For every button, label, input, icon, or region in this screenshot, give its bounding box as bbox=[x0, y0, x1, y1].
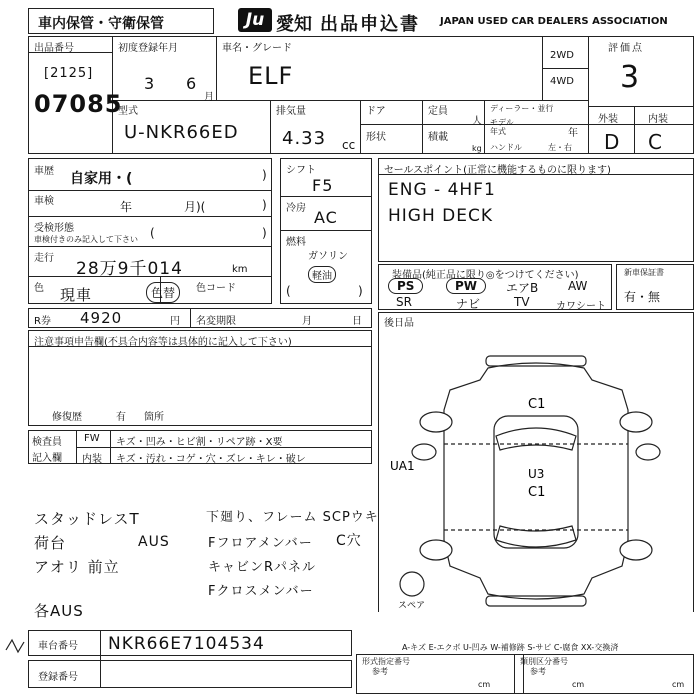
drive-2wd: 2WD bbox=[550, 50, 574, 61]
front-right-wheel bbox=[620, 412, 652, 432]
note-gate: アオリ 前立 bbox=[34, 558, 120, 576]
equipment-label: 装備品(純正品に限り◎をつけてください) bbox=[392, 270, 579, 281]
rear-bumper bbox=[486, 596, 586, 606]
inspector-row1: キズ・凹み・ヒビ割・リペア跡・X要 bbox=[116, 437, 283, 448]
capacity-label: 定員 bbox=[428, 106, 448, 117]
registration-month-unit: 月 bbox=[204, 92, 214, 103]
rear-window bbox=[496, 526, 576, 547]
car-name-value: ELF bbox=[248, 62, 294, 90]
note-aus: AUS bbox=[138, 534, 170, 550]
mileage-unit: km bbox=[232, 264, 248, 275]
exterior-label: 外装 bbox=[598, 114, 618, 125]
exterior-value: D bbox=[604, 130, 621, 154]
car-name-label: 車名・グレード bbox=[222, 43, 292, 54]
displacement-value: 4.33 bbox=[282, 128, 327, 149]
plate-label: 登録番号 bbox=[38, 672, 78, 683]
rear-right-wheel bbox=[620, 540, 652, 560]
association-name: JAPAN USED CAR DEALERS ASSOCIATION bbox=[440, 16, 668, 27]
receipt-close: ) bbox=[262, 226, 267, 240]
spare-tire-icon bbox=[400, 572, 424, 596]
note-studless: スタッドレスT bbox=[34, 510, 140, 528]
document-title: 出品申込書 bbox=[320, 14, 420, 35]
displacement-unit: cc bbox=[342, 138, 356, 152]
model-year-label: モデル年式 bbox=[490, 118, 514, 136]
inspector-row1-head: FW bbox=[84, 433, 100, 444]
equip-pw: PW bbox=[446, 278, 486, 294]
color-label: 色 bbox=[34, 283, 44, 294]
lot-number-label: 出品番号 bbox=[34, 43, 74, 54]
note-underbody: 下廻り、フレーム SCPウキ bbox=[206, 510, 379, 525]
inspector-label-2: 記入欄 bbox=[32, 453, 62, 464]
first-registration-label: 初度登録年月 bbox=[118, 43, 178, 54]
handle-options: 左・右 bbox=[548, 143, 572, 152]
shape-label: 形状 bbox=[366, 132, 386, 143]
equip-tv: TV bbox=[514, 295, 530, 309]
chassis-value: NKR66E7104534 bbox=[108, 634, 265, 654]
handle-label: ハンドル bbox=[490, 143, 522, 152]
logo-text: Ju bbox=[245, 10, 265, 30]
note-each-aus: 各AUS bbox=[34, 602, 84, 620]
shift-value: F5 bbox=[312, 176, 334, 195]
load-label: 積載 bbox=[428, 132, 448, 143]
equip-ps: PS bbox=[388, 278, 423, 294]
displacement-label: 排気量 bbox=[276, 106, 306, 117]
inspection-month: 月)( bbox=[184, 200, 206, 214]
mileage-value: 28万9千014 bbox=[76, 259, 183, 279]
history-label: 車歴 bbox=[34, 166, 54, 177]
receipt-label: 受検形態 bbox=[34, 223, 74, 234]
load-unit: kg bbox=[472, 144, 482, 153]
notes-label: 注意事項申告欄(不具合内容等は具体的に記入して下さい) bbox=[34, 337, 292, 348]
org-name: 愛知 bbox=[276, 14, 312, 35]
lot-number: 07085 bbox=[34, 90, 123, 118]
color-value: 現車 bbox=[60, 286, 93, 304]
warranty-label: 新車保証書 bbox=[624, 268, 664, 277]
note-c-hole: C穴 bbox=[336, 533, 362, 549]
interior-label: 内装 bbox=[648, 114, 668, 125]
repair-place: 箇所 bbox=[144, 412, 164, 423]
inspector-row2-head: 内装 bbox=[82, 454, 102, 465]
shift-label: シフト bbox=[286, 165, 316, 176]
score-label: 評価点 bbox=[608, 43, 644, 54]
repair-history-value: 有 bbox=[116, 412, 126, 423]
name-change-month: 月 bbox=[302, 316, 312, 327]
windshield bbox=[496, 428, 576, 450]
fuel-label: 燃料 bbox=[286, 237, 306, 248]
cooler-label: 冷房 bbox=[286, 203, 306, 214]
after-fit-label: 後日品 bbox=[384, 318, 414, 329]
diagram-top-mark: C1 bbox=[528, 397, 546, 412]
spare-label: スペア bbox=[398, 601, 426, 610]
model-year-unit: 年 bbox=[568, 128, 578, 139]
diagram-center-mark-1: U3 bbox=[528, 467, 545, 481]
rear-left-wheel bbox=[420, 540, 452, 560]
diagram-left-mark: UA1 bbox=[390, 459, 415, 473]
designation-label-2: 類別区分番号 bbox=[520, 657, 568, 666]
margin-check-mark bbox=[4, 636, 26, 658]
inspection-label: 車検 bbox=[34, 196, 54, 207]
lot-sub-number: [2125] bbox=[44, 66, 94, 81]
inspector-row2: キズ・汚れ・コゲ・穴・ズレ・キレ・破レ bbox=[116, 454, 306, 465]
fuel-diesel: 軽油 bbox=[308, 266, 336, 283]
score-value: 3 bbox=[620, 60, 641, 95]
sales-point-2: HIGH DECK bbox=[388, 206, 494, 226]
interior-value: C bbox=[648, 130, 663, 154]
front-left-wheel bbox=[420, 412, 452, 432]
designation-unit-1: cm bbox=[478, 680, 491, 689]
history-value: 自家用・( bbox=[70, 171, 133, 187]
name-change-label: 名変期限 bbox=[196, 316, 236, 327]
model-label: 型式 bbox=[118, 106, 138, 117]
fuel-gasoline: ガソリン bbox=[308, 251, 348, 262]
fuel-close: ) bbox=[358, 284, 363, 298]
dealer-import-label: ディーラー・並行 bbox=[490, 104, 554, 113]
note-cross-member: Fクロスメンバー bbox=[208, 584, 314, 599]
left-mirror bbox=[412, 444, 436, 460]
front-bumper bbox=[486, 356, 586, 366]
equip-navi: ナビ bbox=[456, 297, 481, 311]
r-ticket-label: R券 bbox=[34, 316, 51, 327]
equip-airbag: エアB bbox=[506, 281, 539, 295]
inspector-label-1: 検査員 bbox=[32, 437, 62, 448]
inspection-close: ) bbox=[262, 198, 267, 212]
chassis-label: 車台番号 bbox=[38, 641, 78, 652]
drive-4wd: 4WD bbox=[550, 76, 574, 87]
warranty-options: 有・無 bbox=[624, 290, 661, 304]
diagram-center-mark-2: C1 bbox=[528, 485, 546, 500]
repair-history-label: 修復歴 bbox=[52, 412, 82, 423]
capacity-unit: 人 bbox=[472, 116, 482, 127]
model-value: U-NKR66ED bbox=[124, 122, 239, 143]
history-close: ) bbox=[262, 168, 267, 182]
vehicle-damage-diagram bbox=[378, 340, 694, 610]
r-ticket-unit: 円 bbox=[170, 316, 180, 327]
name-change-day: 日 bbox=[352, 316, 362, 327]
registration-month: 6 bbox=[186, 74, 198, 93]
designation-unit-2: cm bbox=[572, 680, 585, 689]
damage-legend: A-キズ E-エクボ U-凹み W-補修跡 S-サビ C-腐食 XX-交換済 bbox=[402, 643, 619, 652]
mileage-label: 走行 bbox=[34, 253, 54, 264]
receipt-note: 車検付きのみ記入して下さい bbox=[34, 235, 138, 244]
doors-label: ドア bbox=[366, 106, 386, 117]
sales-points-label: セールスポイント(正常に機能するものに限ります) bbox=[384, 165, 611, 176]
r-ticket-value: 4920 bbox=[80, 309, 123, 327]
storage-label: 車内保管・守衛保管 bbox=[38, 16, 164, 32]
color-code-label: 色コード bbox=[196, 283, 236, 294]
inspection-year: 年 bbox=[120, 200, 133, 214]
fuel-open: ( bbox=[286, 284, 291, 298]
right-mirror bbox=[636, 444, 660, 460]
ju-logo bbox=[238, 8, 272, 32]
receipt-open: ( bbox=[150, 226, 155, 240]
sales-point-1: ENG - 4HF1 bbox=[388, 180, 496, 200]
designation-ref-2: 参考 bbox=[530, 667, 546, 676]
note-cabin-panel: キャビンRパネル bbox=[208, 560, 317, 575]
equip-seat: カワシート bbox=[556, 301, 606, 312]
cooler-value: AC bbox=[314, 208, 338, 227]
note-bed: 荷台 bbox=[34, 534, 67, 552]
registration-year: 3 bbox=[144, 74, 156, 93]
color-repaint: 色替 bbox=[146, 282, 180, 303]
note-front-floor: Fフロアメンバー bbox=[208, 536, 313, 551]
equip-sr: SR bbox=[396, 295, 412, 309]
designation-label-1: 形式指定番号 bbox=[362, 657, 410, 666]
equip-aw: AW bbox=[568, 279, 588, 293]
designation-unit-3: cm bbox=[672, 680, 685, 689]
designation-ref-1: 参考 bbox=[372, 667, 388, 676]
